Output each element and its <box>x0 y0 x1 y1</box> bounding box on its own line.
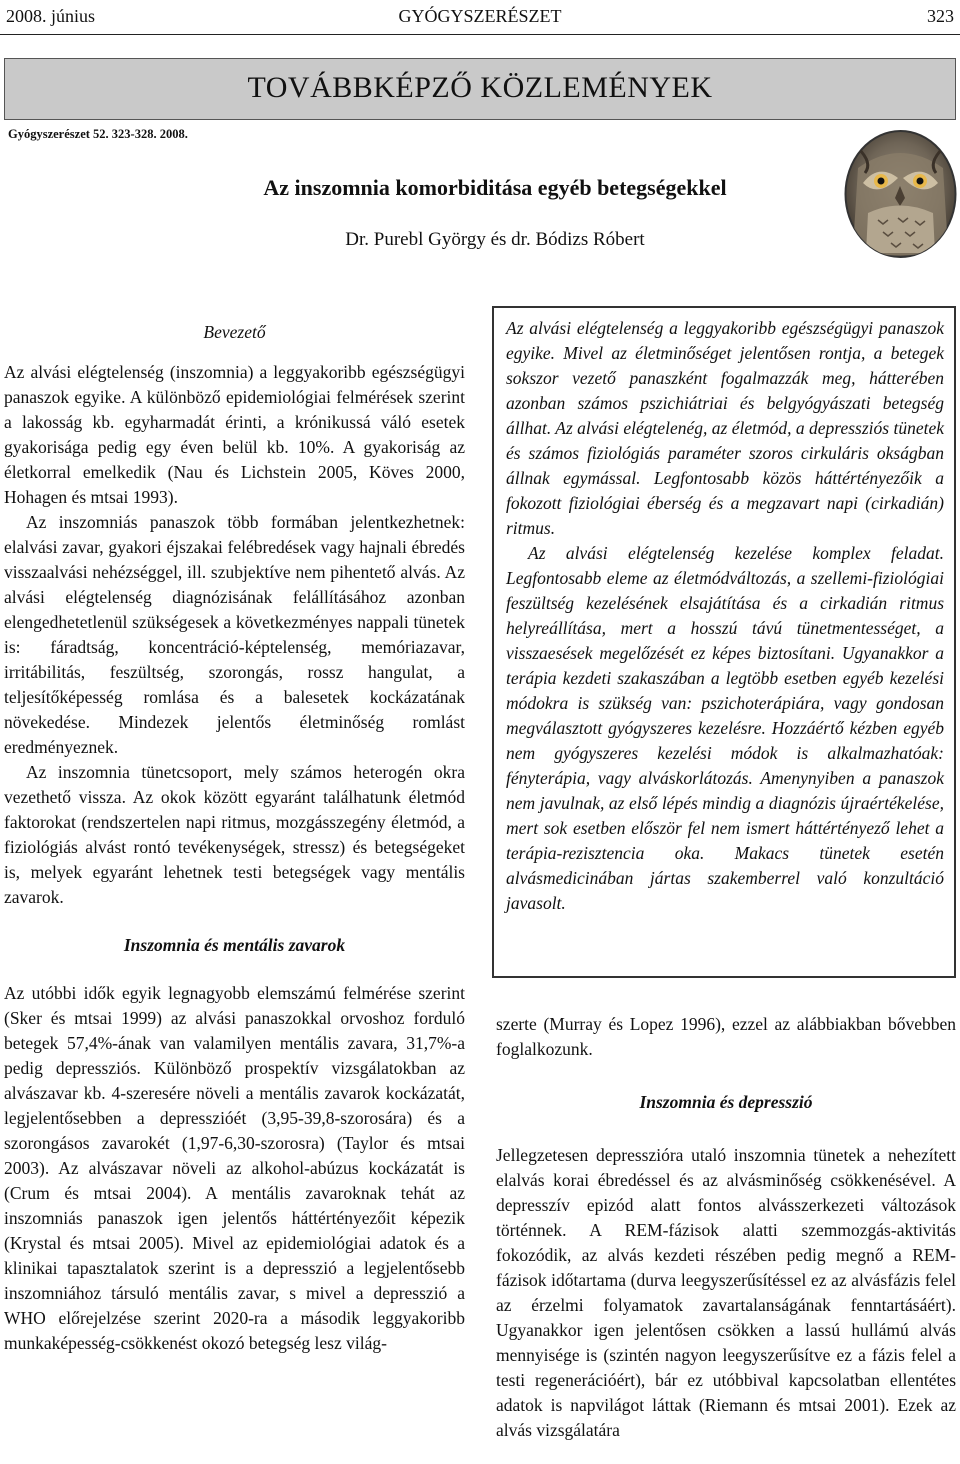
article-title: Az inszomnia komorbiditása egyéb betegségekkel <box>263 175 727 200</box>
article-authors: Dr. Purebl György és dr. Bódizs Róbert <box>345 229 645 250</box>
mental-paragraph-1: Az utóbbi idők egyik legnagyobb elemszámú felmérése szerint (Sker és mtsai 1999) az alvási panaszokkal orvoshoz forduló betegek 57,4%-ának van valamilyen mentális zavara, 31,7%-a pedig depressziós. Különböző prospektív vizsgálatokban az alvászavar kb. 4-szeresére növeli a mentális zavarok kockázatát, legjelentősebben a depresszióét (3,95-39,8-szorosára) és a szorongásos zavarokét (1,97-6,30-szorosra) (Taylor és mtsai 2003). Az alvászavar növeli az alkohol-abúzus kockázatát is (Crum és mtsai 2004). A mentális zavaroknak tehát az inszomniás panaszok igen jelentős háttértényezőit képezik (Krystal és mtsai 2005). Mivel az epidemiológiai adatok és a klinikai tapasztalatok szerint is a depresszió a legjelentősebb inszomniához társuló mentális zavar, s mivel a depresszió a WHO előrejelzése szerint 2020-ra a második leggyakoribb munkaképesség-csökkenést okozó betegség lesz világ- <box>4 983 465 1353</box>
summary-paragraph-2: Az alvási elégtelenség kezelése komplex feladat. Legfontosabb eleme az életmódváltozás, a szellemi-fiziológiai feszültség kezelésének elsajátítása és a cirkadián ritmus helyreállítása, mert a hosszú távú tünetmentességet, a visszaesések megelőzését ez képes biztosítani. Ugyanakkor a terápia kezdeti szakaszában a legtöbb esetben egyéb kezelési módokra is szükség van: pszichoterápiára, vagy gondosan megválasztott gyógyszeres kezelésre. Hozzáértő kézben egyéb nem gyógyszeres kezelési módok is alkalmazhatóak: fényterápia, vagy alváskorlátozás. Amenynyiben a panaszok nem javulnak, az első lépés mindig a diagnózis újraértékelése, mert sok esetben először fel nem ismert háttértényező lehet a terápia-rezisztencia oka. Makacs tünetek esetén alvásmedicinában jártas szakemberrel való konzultáció javasolt. <box>506 543 944 913</box>
section-heading-depression: Inszomnia és depresszió <box>639 1092 813 1112</box>
intro-paragraph-2: Az inszomniás panaszok több formában jelentkezhetnek: elalvási zavar, gyakori éjszakai felébredések vagy hajnali ébredés visszaalvási nehézséggel, ill. szubjektíve nem pihentető alvás. Az alvási elégtelenség diagnózisának felállításához azonban elengedhetetlenül szükségesek a következményes nappali tünetek is: fáradtság, koncentráció-képtelenség, memóriazavar, irritábilitás, feszültség, szorongás, rossz hangulat, a teljesítőképesség romlása és a balesetek kockázatának növekedése. Mindezek jelentős életminőség romlást eredményeznek. <box>4 512 465 757</box>
header-journal: GYÓGYSZERÉSZET <box>398 6 562 26</box>
section-heading-introduction: Bevezető <box>203 322 266 342</box>
banner-title: TOVÁBBKÉPZŐ KÖZLEMÉNYEK <box>247 71 713 104</box>
header-page-number: 323 <box>927 6 954 26</box>
header-rule <box>0 34 960 35</box>
right-paragraph-1: szerte (Murray és Lopez 1996), ezzel az alábbiakban bővebben foglalkozunk. <box>496 1014 956 1059</box>
owl-photo <box>843 128 958 260</box>
right-column <box>496 1012 956 1443</box>
left-column <box>4 322 465 1356</box>
summary-paragraph-1: Az alvási elégtelenség a leggyakoribb egészségügyi panaszok egyike. Mivel az életminőséget jelentősen rontja, a betegek sokszor vezető panaszként fogalmazzák meg, hátterében azonban számos pszichiátriai és belgyógyászati betegség állhat. Az alvási elégtelenég, az életmód, a depressziós tünetek és számos fiziológiás paraméter szoros cirkuláris okságban állnak egymással. Legfontosabb közös háttértényezőik a fokozott fiziológiai éberség és a megzavart napi (cirkadián) ritmus. <box>506 318 944 538</box>
intro-paragraph-3: Az inszomnia tünetcsoport, mely számos heterogén okra vezethető vissza. Az okok között egyaránt találhatunk életmód faktorokat (rendszertelen napi ritmus, mozgásszegény életmód, a fiziológiás alvást rontó tevékenységek, stressz) és betegségeket is, melyek egyaránt lehetnek testi betegségek vagy mentális zavarok. <box>4 762 465 907</box>
intro-paragraph-1: Az alvási elégtelenség (inszomnia) a leggyakoribb egészségügyi panaszok egyike. A különböző epidemiológiai felmérések szerint a lakosság kb. egyharmadát érinti, a krónikussá váló esetek gyakorisága pedig egy éven belül kb. 10%. A gyakoriság az életkorral emelkedik (Nau és Lichstein 2005, Köves 2000, Hohagen és mtsai 1993). <box>4 362 465 507</box>
section-heading-mental-disorders: Inszomnia és mentális zavarok <box>123 935 346 955</box>
citation: Gyógyszerészet 52. 323-328. 2008. <box>8 127 188 141</box>
header-date: 2008. június <box>6 6 96 26</box>
right-paragraph-2: Jellegzetesen depresszióra utaló inszomnia tünetek a nehezített elalvás korai ébredéssel és az alvásminőség csökkenésével. A depresszív epizód alatt fontos alvásszerkezeti változások történnek. A REM-fázisok alatti szemmozgás-aktivitás fokozódik, az alvás kezdeti részében pedig megnő a REM-fázisok időtartama (durva leegyszerűsítéssel ez az alvásfázis felel az érzelmi folyamatok zavartalanságának fenntartásáért). Ugyanakkor igen jelentősen csökken a lassú hullámú alvás mennyisége is (szintén nagyon leegyszerűsítve ez a fázis felel a testi regenerációért), bár ez utóbbival kapcsolatban ellentétes adatok is napvilágot láttak (Riemann és mtsai 2001). Ezek az alvás vizsgálatára <box>496 1145 956 1440</box>
summary-box <box>492 306 956 978</box>
